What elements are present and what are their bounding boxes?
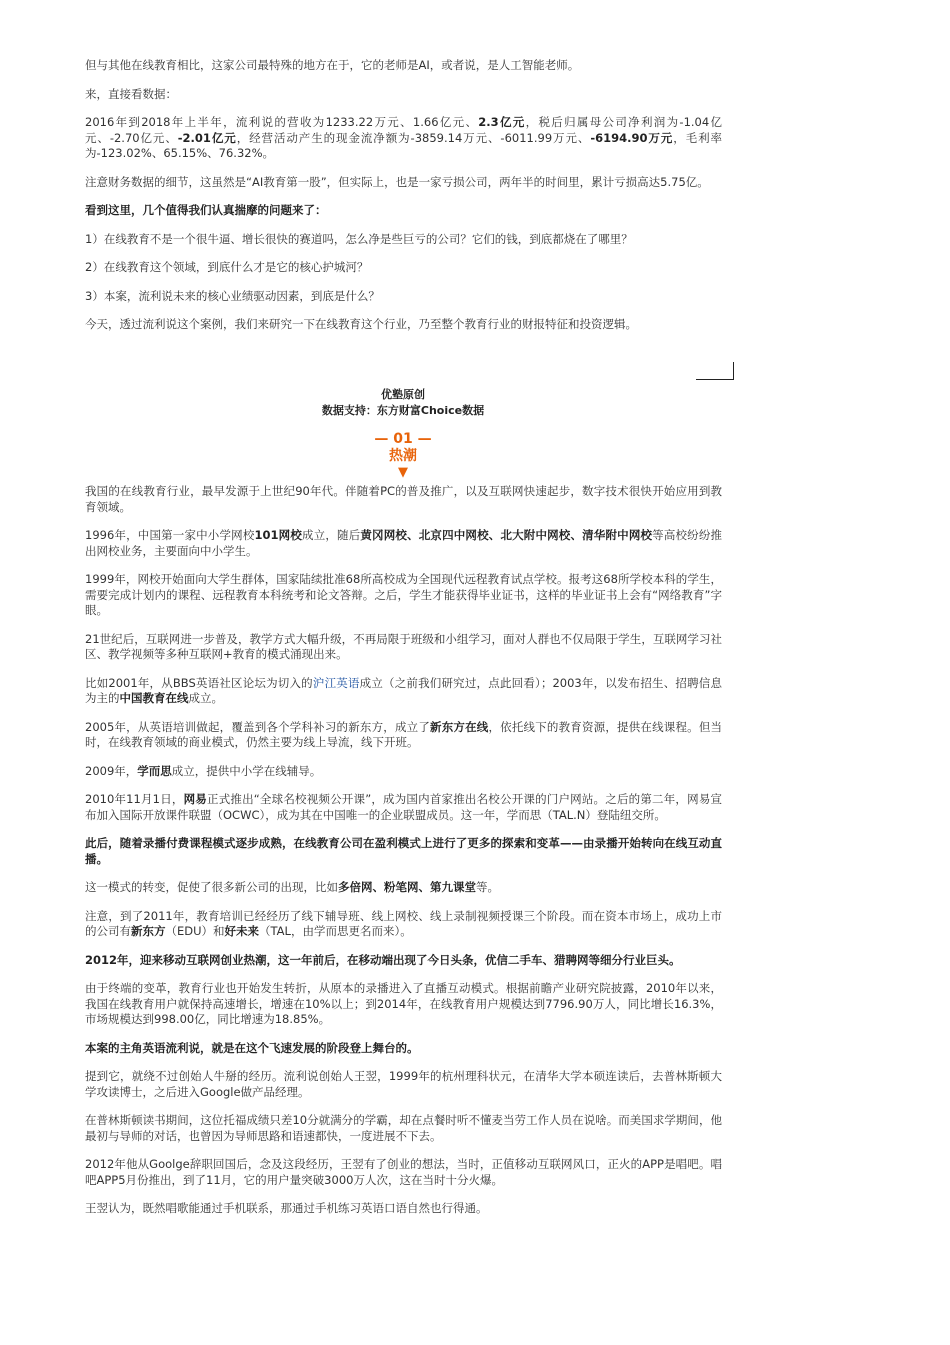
text-run: 注意，到了2011年，教育培训已经经历了线下辅导班、线上网校、线上录制视频授课三个阶段。而在资本市场上，成功上市的公司有	[85, 908, 722, 938]
bold-text: -2.01亿元	[177, 130, 237, 145]
article-link[interactable]: 沪江英语	[312, 675, 360, 690]
bold-text: 新东方	[131, 924, 166, 938]
paragraph	[85, 676, 722, 707]
paragraph	[85, 115, 722, 162]
text-run: 提到它，就绕不过创始人牛掰的经历。流利说创始人王翌，1999年的杭州理科状元，在清华大学本硕连读后，去普林斯顿大学攻读博士，之后进入Google做产品经理。	[85, 1069, 722, 1099]
text-run: ，经营活动产生的现金流净额为-3859.14万元、-6011.99万元、	[236, 130, 591, 145]
text-run: 但与其他在线教育相比，这家公司最特殊的地方在于，它的老师是AI，或者说，是人工智能老师。	[85, 58, 580, 72]
paragraph	[85, 1069, 722, 1100]
text-run: 2）在线教育这个领域，到底什么才是它的核心护城河？	[85, 260, 369, 274]
paragraph	[85, 528, 722, 559]
section-number: — 01 —	[374, 431, 432, 447]
text-run: ，毛利率为-123.02%、65.15%、76.32%。	[85, 130, 722, 160]
paragraph	[85, 764, 722, 780]
down-arrow-icon: ▼	[398, 465, 408, 480]
text-run: 1996年，中国第一家中小学网校	[85, 528, 255, 542]
text-run: 我国的在线教育行业，最早发源于上世纪90年代。伴随着PC的普及推广，以及互联网快速起步，数字技术很快开始应用到教育领域。	[85, 484, 722, 514]
paragraph	[85, 836, 722, 867]
bold-text: 网易	[183, 792, 207, 806]
text-run: 今天，透过流利说这个案例，我们来研究一下在线教育这个行业，乃至整个教育行业的财报特征和投资逻辑。	[85, 317, 637, 331]
paragraph	[85, 792, 722, 823]
paragraph	[85, 720, 722, 751]
text-run: （TAL，由学而思更名而来）。	[259, 924, 412, 938]
text-run: 3）本案，流利说未来的核心业绩驱动因素，到底是什么？	[85, 288, 380, 303]
paragraph	[85, 203, 722, 219]
text-run: 来，直接看数据：	[85, 86, 177, 101]
corner-bracket-decoration	[696, 362, 734, 380]
paragraph	[85, 1157, 722, 1188]
text-run: 注意财务数据的细节，这虽然是“AI教育第一股”，但实际上，也是一家亏损公司，两年半的时间里，累计亏损高达5.75亿。	[85, 174, 709, 189]
text-run: 2005年，从英语培训做起，覆盖到各个学科补习的新东方，成立了	[85, 719, 431, 734]
bold-text: 本案的主角英语流利说，就是在这个飞速发展的阶段登上舞台的。	[85, 1040, 419, 1055]
text-run: 等高校纷纷推出网校业务，主要面向中小学生。	[85, 528, 723, 558]
text-run: 等。	[476, 880, 499, 894]
text-run: 2009年，	[85, 763, 138, 778]
text-run: ，依托线下的教育资源，提供在线课程。但当时，在线教育领域的商业模式，仍然主要为线上导流，线下开班。	[85, 719, 723, 749]
bold-text: 黄冈网校、北京四中网校、北大附中网校、清华附中网校	[360, 528, 653, 542]
text-run: 正式推出“全球名校视频公开课”，成为国内首家推出名校公开课的门户网站。之后的第二年，网易宣布加入国际开放课件联盟（OCWC），成为其在中国唯一的企业联盟成员。这一年，学而思（TAL.N）登陆纽交所。	[85, 792, 723, 822]
bold-text: 看到这里，几个值得我们认真揣摩的问题来了：	[85, 203, 327, 217]
text-run: 2016年到2018年上半年，流利说的营收为1233.22万元、1.66亿元、	[85, 115, 479, 129]
section-title: 热潮	[389, 448, 417, 464]
paragraph	[85, 58, 722, 74]
text-run: 在普林斯顿读书期间，这位托福成绩只差10分就满分的学霸，却在点餐时听不懂麦当劳工作人员在说啥。而美国求学期间，他最初与导师的对话，也曾因为导师思路和语速都快，一度进展不下去。	[85, 1113, 722, 1143]
paragraph	[85, 232, 722, 248]
paragraph	[85, 1113, 722, 1144]
paragraph	[85, 1041, 722, 1057]
text-run: 2012年他从Goolge辞职回国后，念及这段经历，王翌有了创业的想法，当时，正值移动互联网风口，正火的APP是唱吧。唱吧APP5月份推出，到了11月，它的用户量突破3000万人次，这在当时十分火爆。	[85, 1157, 722, 1187]
text-run: 1）在线教育不是一个很牛逼、增长很快的赛道吗，怎么净是些巨亏的公司？它们的钱，到底都烧在了哪里？	[85, 231, 633, 246]
paragraph	[85, 572, 722, 619]
paragraph	[85, 87, 722, 103]
text-run: （EDU）和	[165, 924, 225, 938]
text-run: 21世纪后，互联网进一步普及，教学方式大幅升级，不再局限于班级和小组学习，面对人群也不仅局限于学生，互联网学习社区、教学视频等多种互联网+教育的模式涌现出来。	[85, 631, 722, 661]
paragraph	[85, 484, 722, 515]
text-run: 1999年，网校开始面向大学生群体，国家陆续批准68所高校成为全国现代远程教育试点学校。报考这68所学校本科的学生，需要完成计划内的课程、远程教育本科统考和论文答辩。之后，学生才能获得毕业证书，这样的毕业证书上会有“网络教育”字眼。	[85, 572, 722, 617]
paragraph	[85, 289, 722, 305]
bold-text: 101网校	[254, 528, 303, 542]
text-run: 成立。	[188, 691, 223, 705]
paragraph	[85, 909, 722, 940]
bold-text: -6194.90万元	[590, 130, 674, 145]
bold-text: 多倍网、粉笔网、第九课堂	[338, 880, 476, 894]
bold-text: 此后，随着录播付费课程模式逐步成熟，在线教育公司在盈利模式上进行了更多的探索和变革——由录播开始转向在线互动直播。	[85, 836, 722, 866]
text-run: ，税后归属母公司净利润为-1.04亿元、-2.70亿元、	[85, 115, 722, 145]
bold-text: 好未来	[224, 924, 260, 938]
text-run: 成立（之前我们研究过，点此回看）；2003年，以发布招生、招聘信息为主的	[85, 675, 722, 705]
text-run: 成立，提供中小学在线辅导。	[171, 763, 322, 778]
bold-text: 中国教育在线	[119, 691, 189, 705]
bold-text: 学而思	[137, 763, 172, 778]
bold-text: 新东方在线	[430, 719, 489, 734]
article-body	[85, 484, 722, 1230]
paragraph	[85, 260, 722, 276]
paragraph	[85, 632, 722, 663]
article-intro	[85, 58, 722, 346]
text-run: 王翌认为，既然唱歌能通过手机联系，那通过手机练习英语口语自然也行得通。	[85, 1201, 488, 1215]
paragraph	[85, 953, 722, 969]
text-run: 由于终端的变革，教育行业也开始发生转折，从原本的录播进入了直播互动模式。根据前瞻产业研究院披露，2010年以来，我国在线教育用户就保持高速增长，增速在10%以上；到2014年，在线教育用户规模达到7796.90万人，同比增长16.3%，市场规模达到998.00亿，同比增速为18.85%。	[85, 981, 722, 1026]
text-run: 成立，随后	[302, 528, 361, 542]
text-run: 比如2001年，从BBS英语社区论坛为切入的	[85, 675, 313, 690]
data-source-credit: 数据支持：东方财富Choice数据	[321, 404, 485, 417]
bold-text: 2012年，迎来移动互联网创业热潮，这一年前后，在移动端出现了今日头条，优信二手车、猎聘网等细分行业巨头。	[85, 952, 681, 967]
paragraph	[85, 317, 722, 333]
paragraph	[85, 1201, 722, 1217]
paragraph	[85, 880, 722, 896]
bold-text: 2.3亿元	[478, 115, 526, 129]
original-credit: 优塾原创	[381, 388, 425, 401]
text-run: 2010年11月1日，	[85, 792, 184, 806]
text-run: 这一模式的转变，促使了很多新公司的出现，比如	[85, 880, 338, 894]
paragraph	[85, 175, 722, 191]
paragraph	[85, 981, 722, 1028]
